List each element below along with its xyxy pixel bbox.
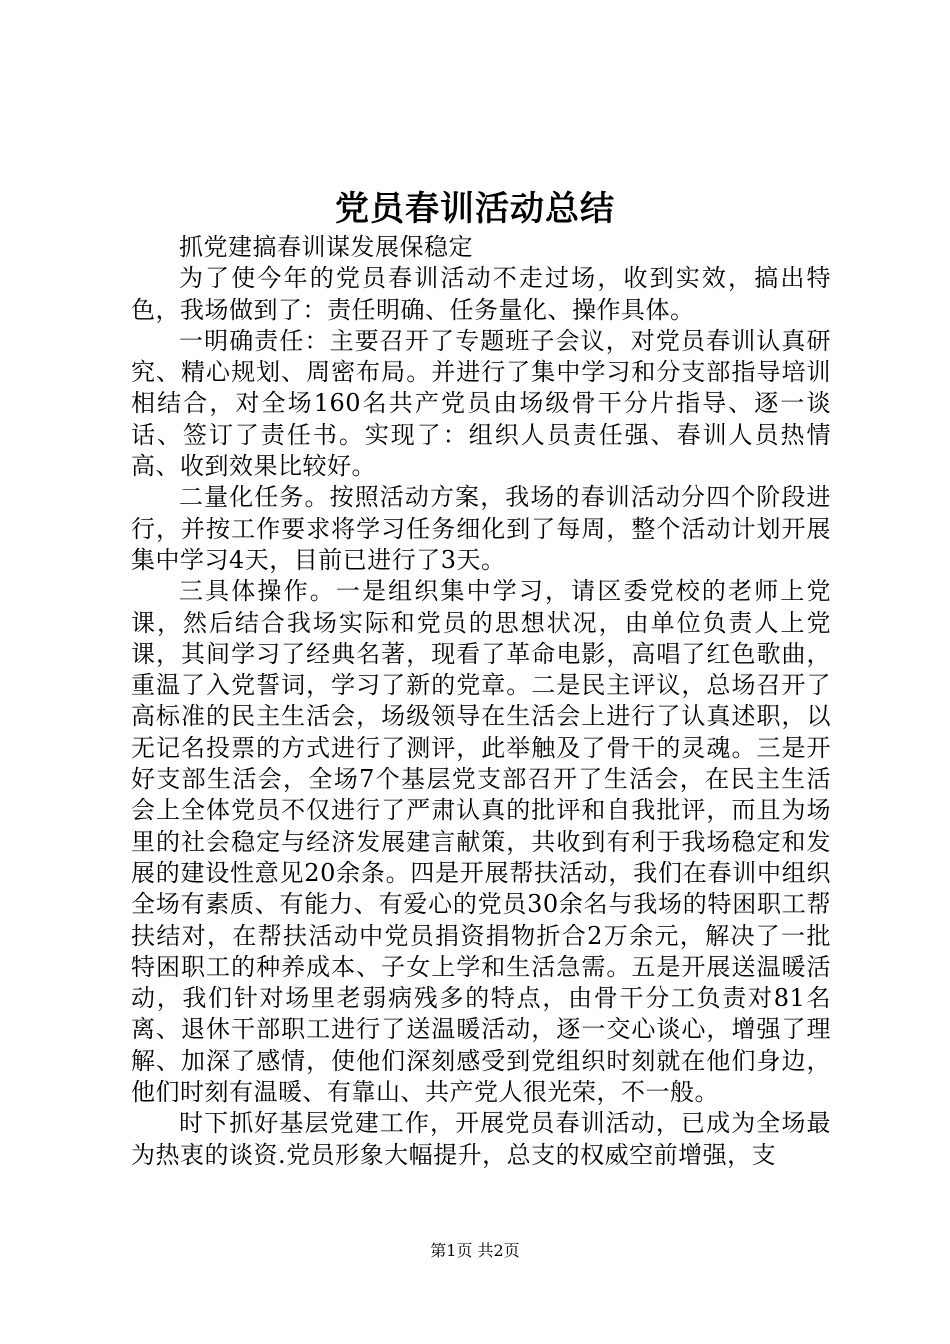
intro-paragraph: 为了使今年的党员春训活动不走过场，收到实效，搞出特色，我场做到了：责任明确、任务量化、操作具体。 xyxy=(131,264,831,324)
closing-paragraph: 时下抓好基层党建工作，开展党员春训活动，已成为全场最为热衷的谈资.党员形象大幅提升，总支的权威空前增强，支 xyxy=(131,1109,831,1169)
document-title: 党员春训活动总结 xyxy=(335,189,615,229)
subtitle-paragraph: 抓党建搞春训谋发展保稳定 xyxy=(179,233,473,261)
document-body xyxy=(131,232,831,1171)
operation-paragraph: 三具体操作。一是组织集中学习，请区委党校的老师上党课，然后结合我场实际和党员的思想状况，由单位负责人上党课，其间学习了经典名著，现看了革命电影，高唱了红色歌曲，重温了入党誓词，学习了新的党章。二是民主评议，总场召开了高标准的民主生活会，场级领导在生活会上进行了认真述职，以无记名投票的方式进行了测评，此举触及了骨干的灵魂。三是开好支部生活会，全场7个基层党支部召开了生活会，在民主生活会上全体党员不仅进行了严肃认真的批评和自我批评，而且为场里的社会稳定与经济发展建言献策，共收到有利于我场稳定和发展的建设性意见20余条。四是开展帮扶活动，我们在春训中组织全场有素质、有能力、有爱心的党员30余名与我场的特困职工帮扶结对，在帮扶活动中党员捐资捐物折合2万余元，解决了一批特困职工的种养成本、子女上学和生活急需。五是开展送温暖活动，我们针对场里老弱病残多的特点，由骨干分工负责对81名离、退休干部职工进行了送温暖活动，逐一交心谈心，增强了理解、加深了感情，使他们深刻感受到党组织时刻就在他们身边，他们时刻有温暖、有靠山、共产党人很光荣，不一般。 xyxy=(131,577,831,1107)
task-paragraph: 二量化任务。按照活动方案，我场的春训活动分四个阶段进行，并按工作要求将学习任务细化到了每周，整个活动计划开展集中学习4天，目前已进行了3天。 xyxy=(131,483,831,574)
page-number-footer: 第1页 共2页 xyxy=(430,1241,520,1260)
responsibility-paragraph: 一明确责任：主要召开了专题班子会议，对党员春训认真研究、精心规划、周密布局。并进行了集中学习和分支部指导培训相结合，对全场160名共产党员由场级骨干分片指导、逐一谈话、签订了责任书。实现了：组织人员责任强、春训人员热情高、收到效果比较好。 xyxy=(131,326,831,481)
